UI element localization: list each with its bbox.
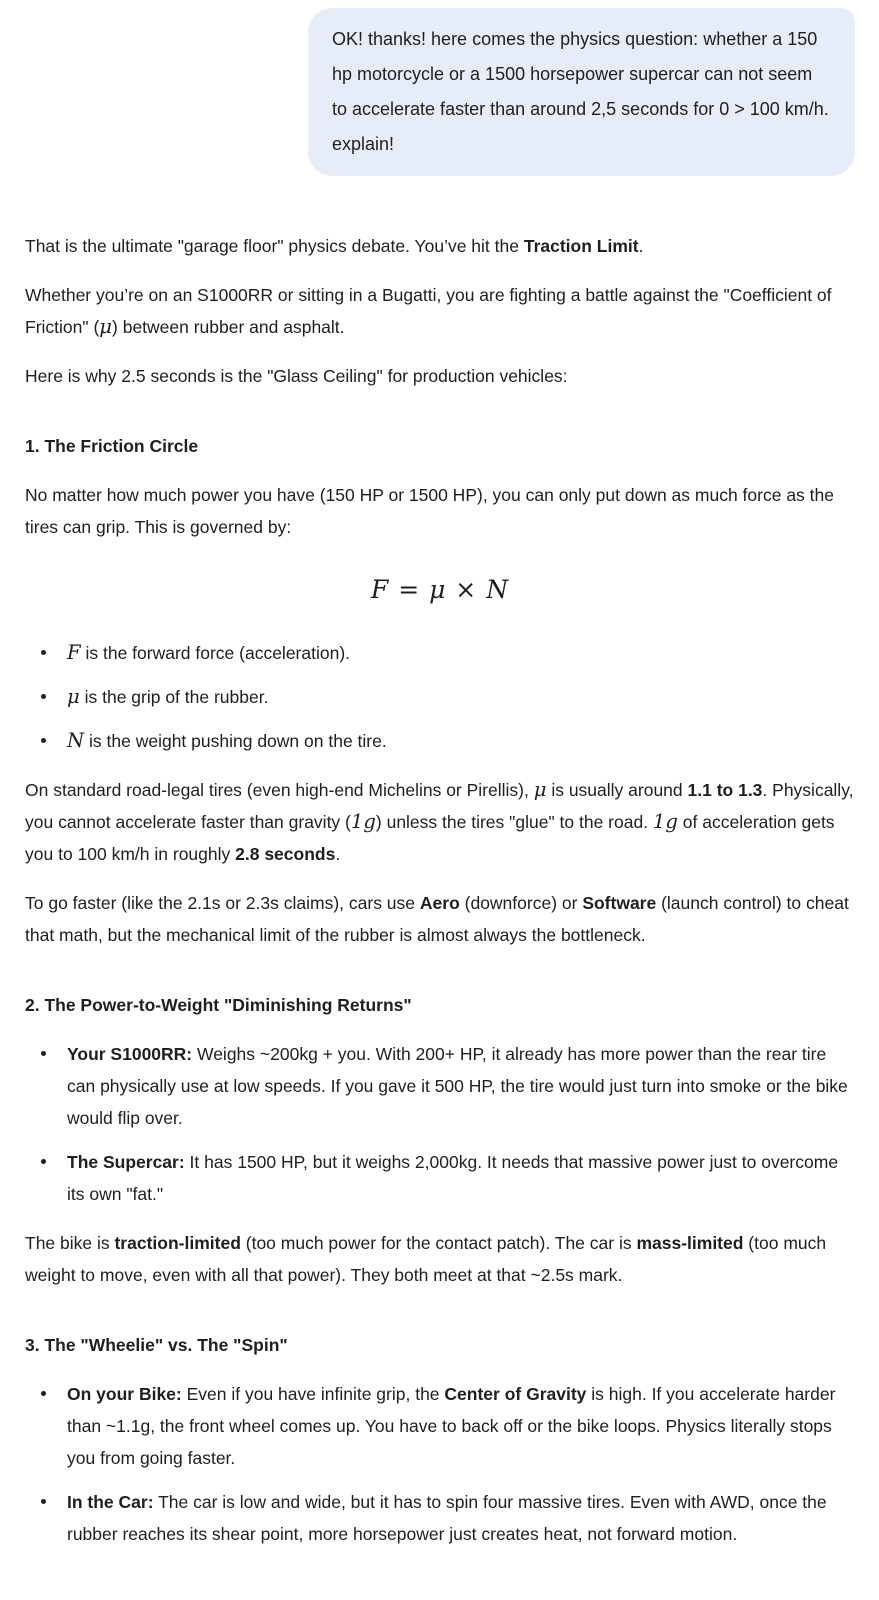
math-inline: 1g: [652, 810, 678, 833]
bold-text: mass-limited: [636, 1233, 744, 1253]
section-heading: [25, 1329, 855, 1361]
bold-text: 2.8 seconds: [235, 844, 336, 864]
math-inline: F: [370, 575, 390, 604]
math-inline: 1g: [350, 810, 376, 833]
text-run: 1. The Friction Circle: [25, 436, 199, 456]
text-run: ×: [446, 575, 487, 604]
text-run: ) unless the tires "glue" to the road.: [375, 812, 653, 832]
text-run: . Physically, you cannot accelerate faster than gravity (: [25, 780, 854, 832]
text-run: is the forward force (acceleration).: [80, 643, 351, 663]
bold-text: 1.1 to 1.3: [687, 780, 763, 800]
text-run: of acceleration gets you to 100 km/h in roughly: [25, 812, 835, 864]
bold-text: Aero: [419, 893, 460, 913]
list-item: [67, 725, 855, 757]
text-run: That is the ultimate "garage floor" physics debate. You’ve hit the: [25, 236, 524, 256]
text-run: .: [638, 236, 644, 256]
paragraph: [25, 360, 855, 392]
text-run: .: [335, 844, 341, 864]
paragraph: [25, 479, 855, 543]
section-heading: [25, 989, 855, 1021]
bold-text: Center of Gravity: [444, 1384, 587, 1404]
list-item: [67, 681, 855, 713]
text-run: It has 1500 HP, but it weighs 2,000kg. It needs that massive power just to overcome its own "fat.": [67, 1152, 839, 1204]
bold-text: Traction Limit: [523, 236, 639, 256]
bullet-list: [25, 1378, 855, 1550]
text-run: Here is why 2.5 seconds is the "Glass Ceiling" for production vehicles:: [25, 366, 568, 386]
user-message-row: [25, 8, 855, 176]
list-item: [67, 1038, 855, 1134]
text-run: Even if you have infinite grip, the: [181, 1384, 445, 1404]
text-run: is the weight pushing down on the tire.: [84, 731, 387, 751]
section-heading: [25, 430, 855, 462]
paragraph: [25, 774, 855, 870]
math-inline: F: [67, 641, 81, 664]
text-run: Weighs ~200kg + you. With 200+ HP, it already has more power than the rear tire can physically use at low speeds. If you gave it 500 HP, the tire would just turn into smoke or the bike would flip over.: [67, 1044, 848, 1128]
list-item: [67, 1146, 855, 1210]
list-item: [67, 637, 855, 669]
text-run: ) between rubber and asphalt.: [112, 317, 345, 337]
text-run: (downforce) or: [459, 893, 583, 913]
math-inline: N: [67, 729, 85, 752]
text-run: Whether you’re on an S1000RR or sitting in a Bugatti, you are fighting a battle against the "Coefficient of Friction" (: [25, 285, 832, 337]
text-run: is high. If you accelerate harder than ~1.1g, the front wheel comes up. You have to back off or the bike loops. Physics literally stops you from going faster.: [67, 1384, 836, 1468]
text-run: To go faster (like the 2.1s or 2.3s claims), cars use: [25, 893, 420, 913]
bullet-list: [25, 1038, 855, 1210]
bold-text: Your S1000RR:: [67, 1044, 193, 1064]
list-item: [67, 1378, 855, 1474]
text-run: The car is low and wide, but it has to spin four massive tires. Even with AWD, once the rubber reaches its shear point, more horsepower just creates heat, not forward motion.: [67, 1492, 827, 1544]
paragraph: [25, 1227, 855, 1291]
text-run: 3. The "Wheelie" vs. The "Spin": [25, 1335, 288, 1355]
math-formula: [25, 573, 855, 607]
text-run: (launch control) to cheat that math, but the mechanical limit of the rubber is almost always the bottleneck.: [25, 893, 849, 945]
text-run: 2. The Power-to-Weight "Diminishing Returns": [25, 995, 412, 1015]
paragraph: [25, 279, 855, 343]
user-message-text: OK! thanks! here comes the physics question: whether a 150 hp motorcycle or a 1500 horsepower supercar can not seem to accelerate faster than around 2,5 seconds for 0 > 100 km/h. explain!: [332, 29, 829, 154]
response-body: [25, 230, 855, 1550]
text-run: is usually around: [546, 780, 688, 800]
bold-text: traction-limited: [114, 1233, 241, 1253]
bold-text: The Supercar:: [67, 1152, 185, 1172]
text-run: =: [389, 575, 430, 604]
text-run: The bike is: [25, 1233, 115, 1253]
user-message-bubble: [308, 8, 855, 176]
paragraph: [25, 230, 855, 262]
bold-text: Software: [582, 893, 657, 913]
bold-text: On your Bike:: [67, 1384, 182, 1404]
math-inline: μ: [533, 778, 547, 801]
text-run: is the grip of the rubber.: [79, 687, 269, 707]
bold-text: In the Car:: [67, 1492, 154, 1512]
text-run: (too much weight to move, even with all that power). They both meet at that ~2.5s mark.: [25, 1233, 827, 1285]
text-run: No matter how much power you have (150 HP or 1500 HP), you can only put down as much force as the tires can grip. This is governed by:: [25, 485, 834, 537]
math-inline: μ: [99, 315, 113, 338]
math-inline: μ: [429, 575, 447, 604]
bullet-list: [25, 637, 855, 757]
paragraph: [25, 887, 855, 951]
text-run: On standard road-legal tires (even high-end Michelins or Pirellis),: [25, 780, 534, 800]
list-item: [67, 1486, 855, 1550]
text-run: (too much power for the contact patch). The car is: [240, 1233, 637, 1253]
math-inline: N: [486, 575, 510, 604]
math-inline: μ: [67, 685, 80, 708]
